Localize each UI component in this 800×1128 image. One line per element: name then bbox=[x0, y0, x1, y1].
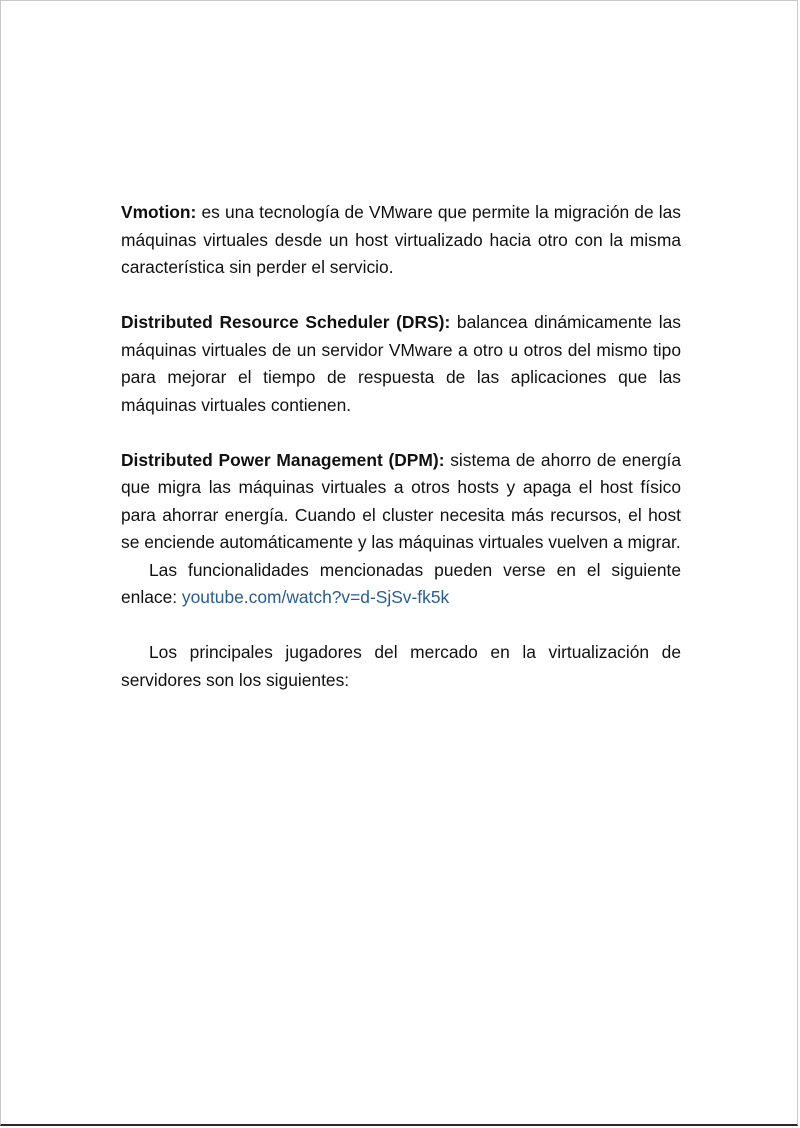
page-body bbox=[121, 199, 681, 694]
paragraph-features bbox=[121, 557, 681, 612]
paragraph-drs bbox=[121, 309, 681, 419]
youtube-link[interactable]: youtube.com/watch?v=d-SjSv-fk5k bbox=[181, 587, 450, 607]
definition-drs: balancea dinámicamente las máquinas virtuales de un servidor VMware a otro u otros del mismo tipo para mejorar el tiempo de respuesta de las aplicaciones que las máquinas virtuales contienen. bbox=[121, 312, 681, 415]
players-text: Los principales jugadores del mercado en la virtualización de servidores son los siguientes: bbox=[121, 642, 681, 690]
term-drs: Distributed Resource Scheduler (DRS): bbox=[121, 312, 451, 332]
term-vmotion: Vmotion: bbox=[121, 202, 197, 222]
paragraph-dpm bbox=[121, 447, 681, 557]
definition-dpm: sistema de ahorro de energía que migra las máquinas virtuales a otros hosts y apaga el host físico para ahorrar energía. Cuando el cluster necesita más recursos, el host se enciende automáticamente y las máquinas virtuales vuelven a migrar. bbox=[121, 449, 681, 552]
term-dpm: Distributed Power Management (DPM): bbox=[121, 449, 445, 470]
paragraph-players bbox=[121, 639, 681, 694]
definition-vmotion: es una tecnología de VMware que permite la migración de las máquinas virtuales desde un host virtualizado hacia otro con la misma característica sin perder el servicio. bbox=[121, 202, 681, 277]
paragraph-vmotion bbox=[121, 199, 681, 282]
features-text: Las funcionalidades mencionadas pueden verse en el siguiente enlace: bbox=[121, 559, 681, 607]
